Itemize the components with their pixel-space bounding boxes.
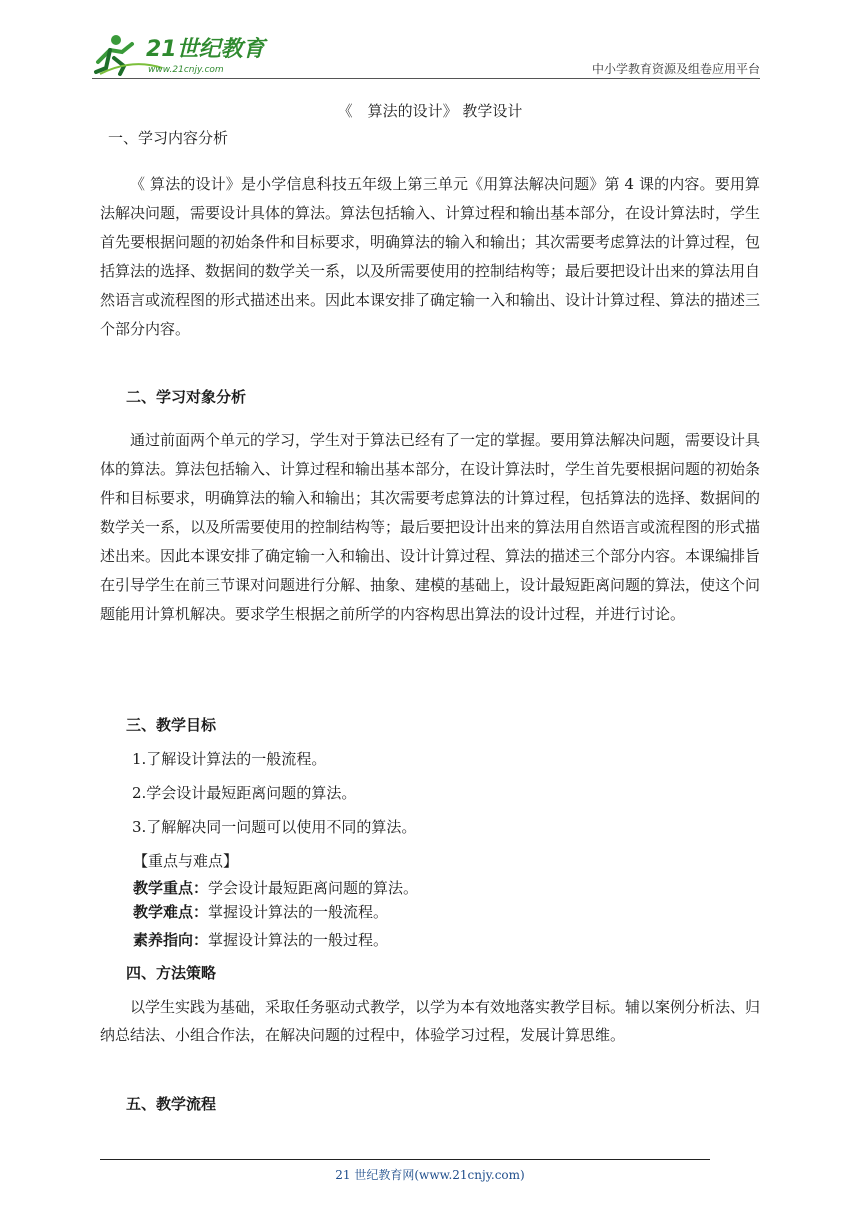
header-platform-text: 中小学教育资源及组卷应用平台 — [591, 62, 760, 76]
page-header — [92, 28, 760, 80]
teaching-focus-text: 学会设计最短距离问题的算法。 — [208, 879, 419, 897]
logo-text: 21世纪教育 — [146, 37, 265, 62]
teaching-difficulty-text: 掌握设计算法的一般流程。 — [208, 903, 389, 921]
teaching-focus — [133, 877, 418, 898]
objective-item-1: 1.了解设计算法的一般流程。 — [132, 750, 327, 768]
section-2-heading: 二、学习对象分析 — [126, 388, 247, 406]
logo-url: www.21cnjy.com — [148, 65, 224, 75]
literacy-direction-label: 素养指向： — [133, 931, 209, 949]
site-logo — [92, 28, 292, 78]
teaching-difficulty — [133, 901, 388, 922]
document-title: 《 算法的设计》 教学设计 — [337, 102, 523, 120]
teaching-difficulty-label: 教学难点： — [133, 903, 209, 921]
section-5-heading: 五、教学流程 — [126, 1095, 217, 1113]
section-4-heading: 四、方法策略 — [126, 964, 217, 982]
footer-divider — [100, 1159, 710, 1160]
section-2-paragraph: 通过前面两个单元的学习，学生对于算法已经有了一定的掌握。要用算法解决问题，需要设计具体的算法。算法包括输入、计算过程和输出基本部分，在设计算法时，学生首先要根据问题的初始条件和目标要求，明确算法的输入和输出；其次需要考虑算法的计算过程，包括算法的选择、数据间的数学关一系，以及所需要使用的控制结构等；最后要把设计出来的算法用自然语言或流程图的形式描述出来。因此本课安排了确定输一入和输出、设计计算过程、算法的描述三个部分内容。本课编排旨在引导学生在前三节课对问题进行分解、抽象、建模的基础上，设计最短距离问题的算法，使这个问题能用计算机解决。要求学生根据之前所学的内容构思出算法的设计过程，并进行讨论。 — [100, 431, 761, 623]
literacy-direction — [133, 929, 388, 950]
literacy-direction-text: 掌握设计算法的一般过程。 — [208, 931, 389, 949]
teaching-focus-label: 教学重点： — [133, 879, 209, 897]
section-1-paragraph: 《 算法的设计》是小学信息科技五年级上第三单元《用算法解决问题》第 4 课的内容。要用算法解决问题，需要设计具体的算法。算法包括输入、计算过程和输出基本部分，在设计算法时，学生首先要根据问题的初始条件和目标要求，明确算法的输入和输出；其次需要考虑算法的计算过程，包括算法的选择、数据间的数学关一系，以及所需要使用的控制结构等；最后要把设计出来的算法用自然语言或流程图的形式描述出来。因此本课安排了确定输一入和输出、设计计算过程、算法的描述三个部分内容。 — [100, 175, 761, 338]
section-4-paragraph: 以学生实践为基础，采取任务驱动式教学，以学为本有效地落实教学目标。辅以案例分析法、归纳总结法、小组合作法，在解决问题的过程中，体验学习过程，发展计算思维。 — [100, 998, 761, 1044]
objective-item-3: 3.了解解决同一问题可以使用不同的算法。 — [132, 818, 417, 836]
objective-item-2: 2.学会设计最短距离问题的算法。 — [132, 784, 357, 802]
section-1-heading: 一、学习内容分析 — [108, 129, 229, 147]
key-points-heading: 【重点与难点】 — [133, 852, 239, 870]
section-3-heading: 三、教学目标 — [126, 716, 217, 734]
header-divider — [92, 78, 760, 79]
footer-text: 21 世纪教育网(www.21cnjy.com) — [335, 1168, 525, 1182]
